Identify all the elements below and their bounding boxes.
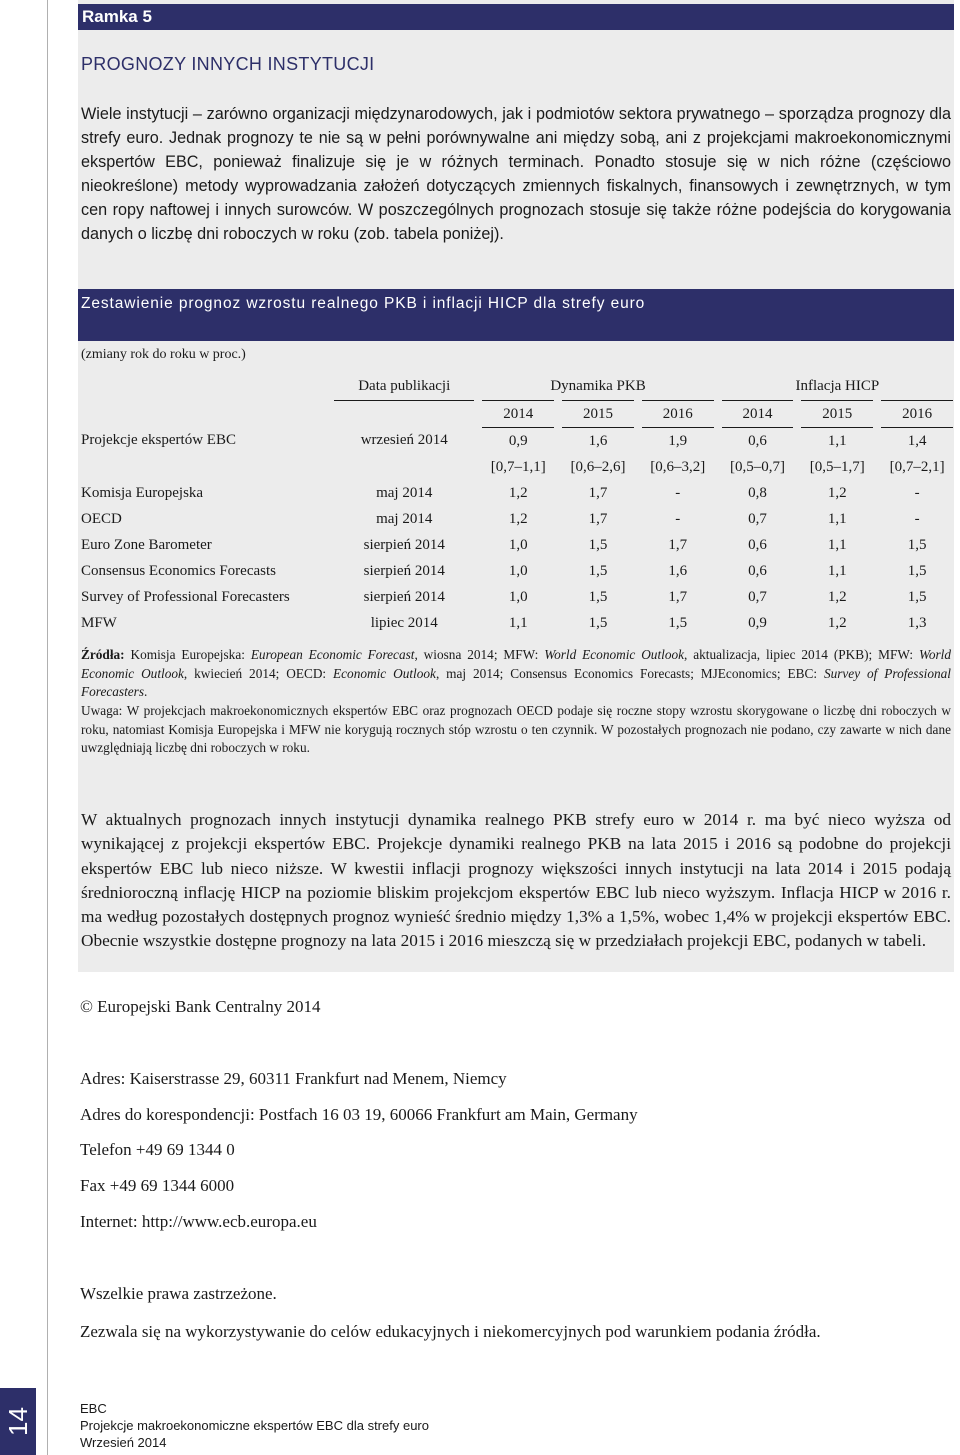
row-value: 0,9: [478, 428, 558, 455]
row-institution: Survey of Professional Forecasters: [81, 588, 290, 605]
row-value: [0,7–2,1]: [889, 458, 945, 475]
row-value: 1,0: [478, 532, 558, 558]
table-header-years: [81, 401, 953, 428]
row-value: 0,6: [718, 532, 798, 558]
row-publication-date: maj 2014: [334, 480, 478, 506]
row-value: -: [914, 510, 920, 527]
row-value: 1,5: [558, 558, 638, 584]
row-value: 1,1: [797, 428, 877, 455]
header-year: 2015: [558, 401, 638, 428]
row-publication-date: sierpień 2014: [334, 558, 478, 584]
header-year: 2015: [797, 401, 877, 428]
row-value: -: [638, 480, 718, 506]
row-institution: OECD: [81, 510, 122, 527]
forecast-table: [81, 372, 953, 636]
table-row: [81, 584, 953, 610]
margin-rule: [47, 0, 48, 1455]
table-row: [81, 428, 953, 455]
row-institution: Euro Zone Barometer: [81, 536, 212, 553]
row-value: 1,2: [478, 506, 558, 532]
row-value: 1,2: [478, 480, 558, 506]
row-value: 1,5: [558, 584, 638, 610]
table-note: Uwaga: W projekcjach makroekonomicznych ekspertów EBC oraz prognozach OECD podaje się roczne stopy wzrostu skorygowane o liczbę dni roboczych w roku, natomiast Komisja Europejska i MFW nie korygują rocznych stóp wzrostu o ten czynnik. W pozostałych prognozach nie podano, czy zawarte w nich dane uwzględniają liczbę dni roboczych w roku.: [81, 703, 951, 756]
row-value: 1,5: [907, 562, 927, 579]
row-publication-date: sierpień 2014: [334, 584, 478, 610]
row-value: 1,7: [558, 506, 638, 532]
footer-org: EBC: [80, 1401, 107, 1416]
header-hicp-group: Inflacja HICP: [718, 372, 953, 401]
header-publication-date: Data publikacji: [334, 372, 478, 401]
footer-date: Wrzesień 2014: [80, 1435, 167, 1450]
row-value: 1,1: [478, 610, 558, 636]
row-value: 1,7: [638, 532, 718, 558]
table-sources: Źródła: Komisja Europejska: European Economic Forecast, wiosna 2014; MFW: World Economic Outlook, aktualizacja, lipiec 2014 (PKB); MFW: World Economic Outlook, kwiecień 2014; OECD: Economic Outlook, maj 2014; Consensus Economics Forecasts; MJEconomics; EBC: Survey of Professional Forecasters.: [81, 647, 952, 700]
row-value: 1,5: [638, 610, 718, 636]
table-row: [81, 480, 953, 506]
table-row: [81, 610, 953, 636]
row-value: 0,6: [718, 428, 798, 455]
fax-line: Fax +49 69 1344 6000: [80, 1176, 235, 1195]
row-value: 1,6: [638, 558, 718, 584]
row-publication-date: [334, 454, 478, 480]
row-value: [0,6–3,2]: [638, 454, 718, 480]
row-value: 1,5: [558, 532, 638, 558]
row-value: 1,5: [907, 588, 927, 605]
postal-address-line: Adres do korespondencji: Postfach 16 03 19, 60066 Frankfurt am Main, Germany: [80, 1105, 638, 1124]
box-title: PROGNOZY INNYCH INSTYTUCJI: [81, 54, 375, 74]
row-value: 1,7: [638, 584, 718, 610]
row-value: 1,4: [907, 432, 927, 449]
row-value: -: [638, 506, 718, 532]
copyright-line: © Europejski Bank Centralny 2014: [80, 997, 321, 1016]
row-value: 1,5: [907, 536, 927, 553]
row-value: 0,8: [718, 480, 798, 506]
row-value: 1,9: [638, 428, 718, 455]
header-year: 2016: [877, 401, 953, 428]
row-publication-date: maj 2014: [334, 506, 478, 532]
row-value: 1,6: [558, 428, 638, 455]
row-value: [0,6–2,6]: [558, 454, 638, 480]
row-value: 0,9: [718, 610, 798, 636]
permission-text: Zezwala się na wykorzystywanie do celów edukacyjnych i niekomercyjnych pod warunkiem podania źródła.: [80, 1322, 821, 1341]
table-title-band: [78, 289, 954, 341]
table-row: [81, 532, 953, 558]
row-value: 1,2: [797, 610, 877, 636]
row-institution: [81, 454, 334, 480]
row-institution: Komisja Europejska: [81, 484, 204, 501]
page-number: 14: [2, 1407, 33, 1436]
row-value: 1,3: [907, 614, 927, 631]
row-value: 1,1: [797, 506, 877, 532]
info-box: [78, 0, 954, 972]
header-year: 2014: [718, 401, 798, 428]
page-number-tab: [0, 1388, 36, 1455]
row-value: 1,5: [558, 610, 638, 636]
table-title: Zestawienie prognoz wzrostu realnego PKB i inflacji HICP dla strefy euro: [81, 295, 646, 312]
address-line: Adres: Kaiserstrasse 29, 60311 Frankfurt nad Menem, Niemcy: [80, 1069, 507, 1088]
row-publication-date: lipiec 2014: [334, 610, 478, 636]
header-gdp-group: Dynamika PKB: [478, 372, 717, 401]
row-institution: Consensus Economics Forecasts: [81, 562, 276, 579]
row-institution: MFW: [81, 614, 117, 631]
row-value: -: [914, 484, 920, 501]
row-value: 1,0: [478, 558, 558, 584]
row-publication-date: wrzesień 2014: [334, 428, 478, 455]
table-units: (zmiany rok do roku w proc.): [81, 347, 246, 362]
internet-line: Internet: http://www.ecb.europa.eu: [80, 1212, 317, 1231]
phone-line: Telefon +49 69 1344 0: [80, 1140, 235, 1159]
row-value: 0,6: [718, 558, 798, 584]
row-value: 1,2: [797, 584, 877, 610]
row-value: 1,1: [797, 558, 877, 584]
header-year: 2016: [638, 401, 718, 428]
row-value: 1,1: [797, 532, 877, 558]
box-intro-paragraph: Wiele instytucji – zarówno organizacji międzynarodowych, jak i podmiotów sektora prywatnego – sporządza prognozy dla strefy euro. Jednak prognozy te nie są w pełni porównywalne ani między sobą, ani z projekcjami makroekonomicznymi ekspertów EBC, ponieważ finalizuje się je w różnych terminach. Ponadto stosuje się w nich różne (częściowo nieokreślone) metody wyprowadzania założeń dotyczących zmiennych fiskalnych, finansowych i zewnętrznych, w tym cen ropy naftowej i innych surowców. W poszczególnych prognozach stosuje się także różne podejścia do korygowania danych o liczbę dni roboczych w roku (zob. tabela poniżej).: [81, 105, 951, 244]
table-row: [81, 454, 953, 480]
footer-publication: Projekcje makroekonomiczne ekspertów EBC dla strefy euro: [80, 1418, 429, 1433]
header-year: 2014: [478, 401, 558, 428]
table-row: [81, 506, 953, 532]
table-row: [81, 558, 953, 584]
row-value: [0,7–1,1]: [478, 454, 558, 480]
rights-reserved: Wszelkie prawa zastrzeżone.: [80, 1284, 277, 1303]
row-value: 1,2: [797, 480, 877, 506]
row-value: [0,5–0,7]: [718, 454, 798, 480]
row-value: 1,0: [478, 584, 558, 610]
row-value: 1,7: [558, 480, 638, 506]
row-publication-date: sierpień 2014: [334, 532, 478, 558]
page-footer: [80, 1400, 429, 1451]
table-header-groups: [81, 372, 953, 401]
row-value: [0,5–1,7]: [797, 454, 877, 480]
row-value: 0,7: [718, 584, 798, 610]
row-value: 0,7: [718, 506, 798, 532]
box-label: Ramka 5: [78, 4, 954, 30]
row-institution: Projekcje ekspertów EBC: [81, 432, 236, 449]
box-summary-paragraph: W aktualnych prognozach innych instytucji dynamika realnego PKB strefy euro w 2014 r. ma być nieco wyższa od wynikającej z projekcji ekspertów EBC. Projekcje dynamiki realnego PKB na lata 2015 i 2016 są podobne do projekcji ekspertów EBC lub nieco niższe. W kwestii inflacji prognozy większości innych instytucji na lata 2014 i 2015 podają średnioroczną inflację HICP na poziomie bliskim projekcjom ekspertów EBC lub nieco wyższym. Inflacja HICP w 2016 r. ma według pozostałych dostępnych prognoz wynieść średnio między 1,3% a 1,5%, wobec 1,4% w projekcji ekspertów EBC. Obecnie wszystkie dostępne prognozy na lata 2015 i 2016 mieszczą się w przedziałach projekcji EBC, podanych w tabeli.: [81, 810, 951, 951]
